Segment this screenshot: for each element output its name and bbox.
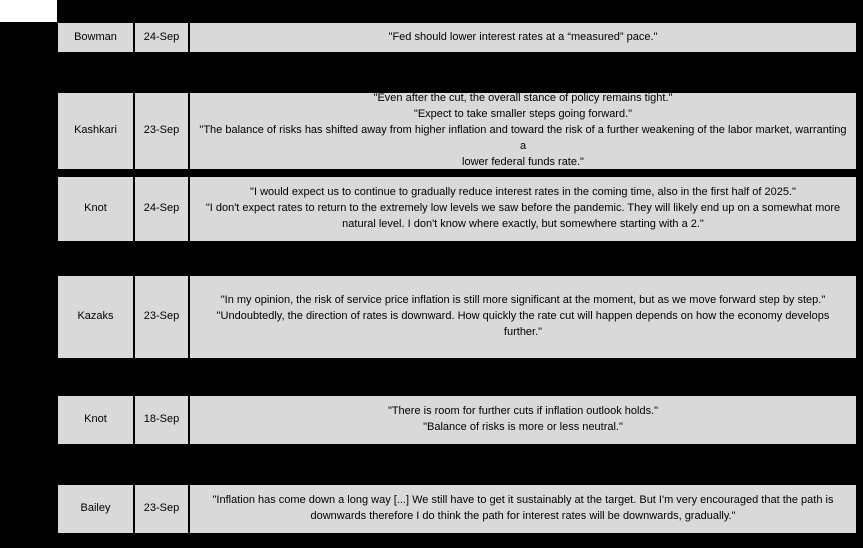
quote-line: "I don't expect rates to return to the extremely low levels we saw before the pandemic. They will likely end up on a somewhat more: [205, 202, 841, 215]
quote-line: "Fed should lower interest rates at a “measured” pace.": [388, 30, 658, 43]
quote-line: lower federal funds rate.": [462, 155, 584, 168]
quote-line: "I would expect us to continue to gradually reduce interest rates in the coming time, also in the first half of 2025.": [250, 186, 796, 199]
speaker-cell: Bowman: [57, 22, 134, 53]
date-cell: 24-Sep: [134, 176, 189, 242]
quote-line: "Even after the cut, the overall stance of policy remains tight.": [373, 92, 673, 105]
row-spacer: [57, 242, 863, 275]
quote-cell: [189, 176, 857, 242]
quote-line: downwards therefore I do think the path for interest rates will be downwards, gradually.": [310, 510, 736, 522]
quote-line: "Undoubtedly, the direction of rates is downward. How quickly the rate cut will happen depends on how the economy develops further.": [216, 310, 830, 338]
speaker-cell: Knot: [57, 176, 134, 242]
row-spacer: [57, 359, 863, 395]
speaker-cell: Kazaks: [57, 275, 134, 359]
quote-line: "Inflation has come down a long way [...] We still have to get it sustainably at the target. But I'm very encouraged that the path is: [212, 494, 834, 507]
date-cell: 23-Sep: [134, 275, 189, 359]
quote-line: "In my opinion, the risk of service price inflation is still more significant at the moment, but as we move forward step by step.": [220, 294, 826, 307]
table-row: [57, 484, 857, 534]
quote-cell: [189, 484, 857, 534]
row-spacer: [57, 445, 863, 484]
table-row: [57, 176, 857, 242]
date-cell: 23-Sep: [134, 484, 189, 534]
quote-line: "The balance of risks has shifted away from higher inflation and toward the risk of a further weakening of the labor market, warranting a: [199, 124, 847, 152]
quote-cell: [189, 22, 857, 53]
date-cell: 24-Sep: [134, 22, 189, 53]
row-spacer: [57, 0, 863, 22]
quote-cell: [189, 92, 857, 170]
speaker-cell: Knot: [57, 395, 134, 445]
date-cell: 23-Sep: [134, 92, 189, 170]
table-row: [57, 22, 857, 53]
row-spacer: [57, 53, 863, 92]
quote-table: [57, 0, 863, 534]
quote-cell: [189, 395, 857, 445]
quote-cell: [189, 275, 857, 359]
quote-line: "There is room for further cuts if inflation outlook holds.": [387, 405, 659, 418]
quote-line: "Balance of risks is more or less neutral.": [423, 421, 623, 433]
table-row: [57, 92, 857, 170]
table-row: [57, 395, 857, 445]
table-row: [57, 275, 857, 359]
date-cell: 18-Sep: [134, 395, 189, 445]
quote-line: "Expect to take smaller steps going forward.": [413, 108, 633, 121]
quote-line: natural level. I don't know where exactly, but somewhere starting with a 2.": [342, 217, 704, 230]
speaker-cell: Bailey: [57, 484, 134, 534]
top-left-blank-box: [0, 0, 57, 22]
speaker-cell: Kashkari: [57, 92, 134, 170]
